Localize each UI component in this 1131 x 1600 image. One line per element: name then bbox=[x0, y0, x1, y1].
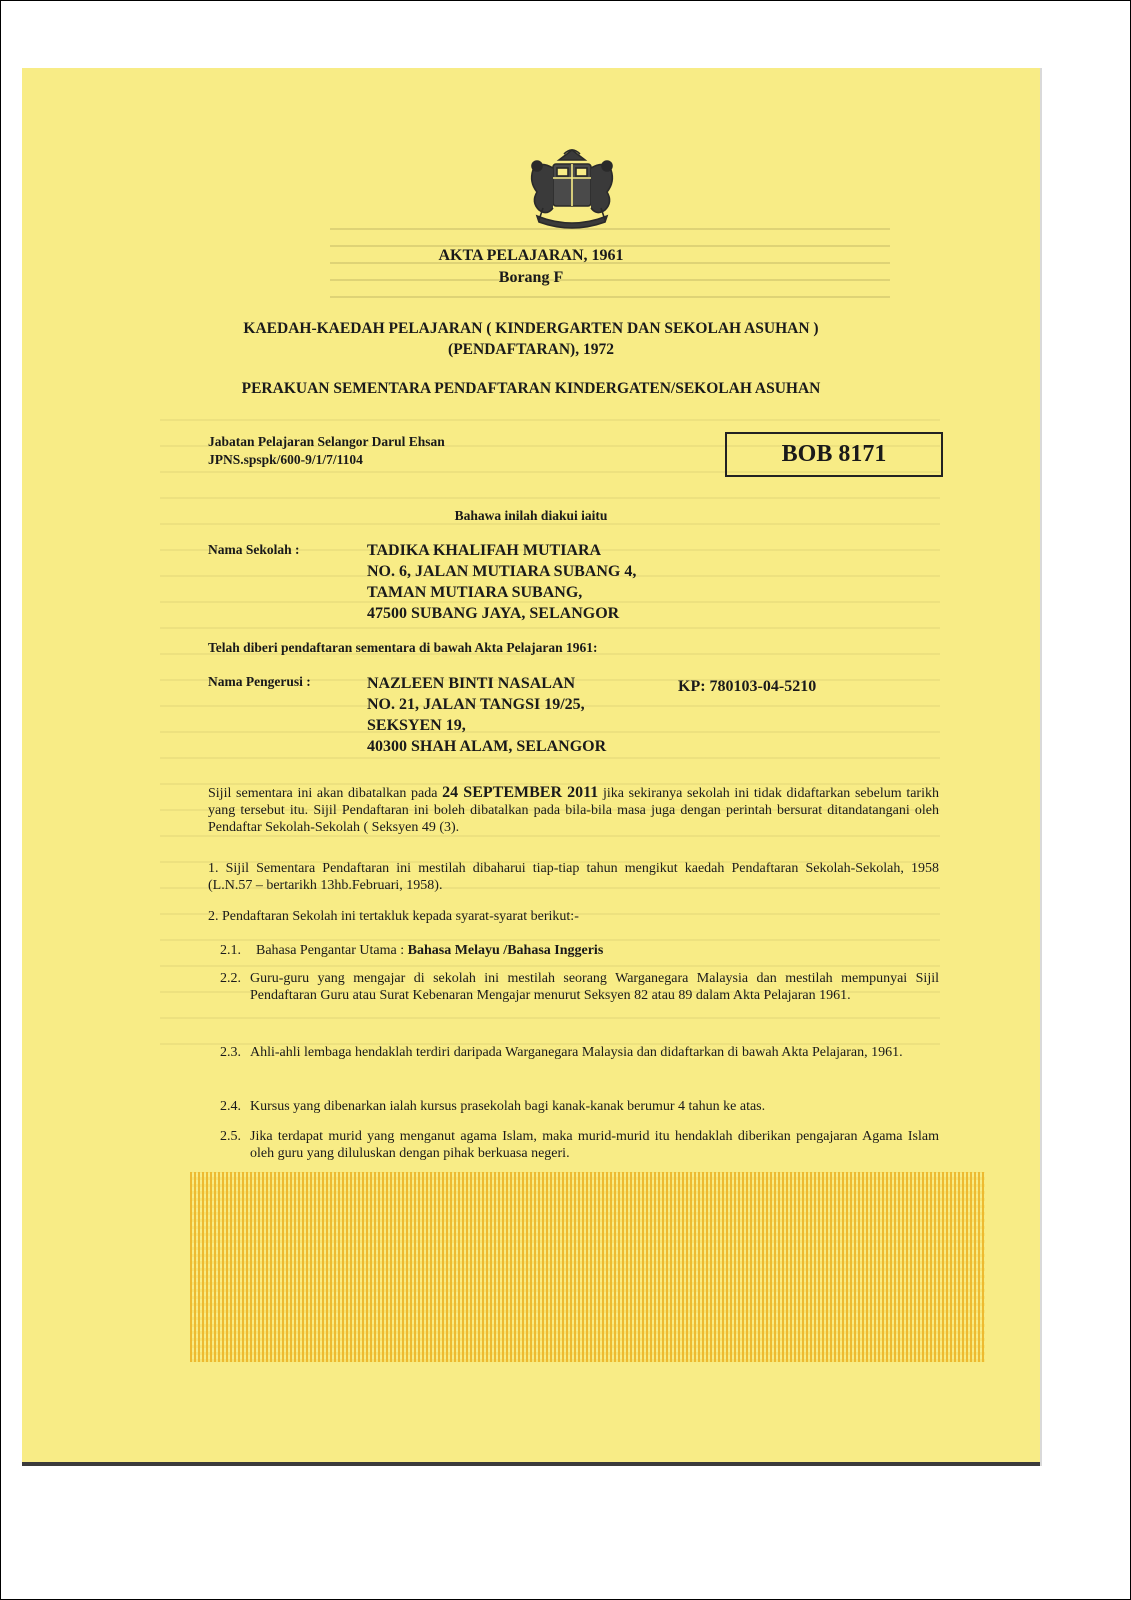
chairman-name: NAZLEEN BINTI NASALAN bbox=[367, 675, 576, 692]
clause-2-1-number: 2.1. bbox=[220, 943, 241, 958]
validity-text-after: jika sekiranya sekolah ini tidak didaftarkan sebelum tarikh yang tersebut itu. Sijil Pendaftaran ini boleh dibatalkan pada bila-bila masa juga dengan perintah bersurat ditandatangani oleh Pendaftar Sekolah-Sekolah ( Seksyen 49 (3). bbox=[208, 786, 939, 835]
clause-2: 2. Pendaftaran Sekolah ini tertakluk kepada syarat-syarat berikut:- bbox=[208, 909, 579, 924]
clause-2-2: Guru-guru yang mengajar di sekolah ini mestilah seorang Warganegara Malaysia dan mestilah mempunyai Sijil Pendaftaran Guru atau Surat Kebenaran Mengajar menurut Seksyen 82 atau 89 dalam Akta Pelajaran 1961. bbox=[250, 971, 939, 1003]
chairman-address-line-3: 40300 SHAH ALAM, SELANGOR bbox=[367, 738, 607, 755]
clause-2-4: Kursus yang dibenarkan ialah kursus prasekolah bagi kanak-kanak berumur 4 tahun ke atas. bbox=[250, 1099, 766, 1114]
page-shadow bbox=[1040, 68, 1042, 1466]
medium-of-instruction: Bahasa Melayu /Bahasa Inggeris bbox=[407, 943, 604, 958]
declaration-line: Bahawa inilah diakui iaitu bbox=[454, 508, 608, 523]
registration-number-box: BOB 8171 bbox=[725, 432, 943, 477]
school-name: TADIKA KHALIFAH MUTIARA bbox=[367, 542, 602, 559]
rules-title-line-2: (PENDAFTARAN), 1972 bbox=[448, 341, 614, 358]
malaysia-coat-of-arms-icon bbox=[517, 146, 627, 230]
expiry-date: 24 SEPTEMBER 2011 bbox=[442, 784, 599, 801]
clause-2-2-number: 2.2. bbox=[220, 971, 241, 986]
clause-2-5-number: 2.5. bbox=[220, 1129, 241, 1144]
issuing-department: Jabatan Pelajaran Selangor Darul Ehsan bbox=[208, 434, 445, 449]
school-address-line-3: 47500 SUBANG JAYA, SELANGOR bbox=[367, 605, 620, 622]
certificate-title: PERAKUAN SEMENTARA PENDAFTARAN KINDERGATEN/SEKOLAH ASUHAN bbox=[241, 380, 821, 397]
clause-2-1-text: Bahasa Pengantar Utama : bbox=[256, 943, 408, 958]
act-title: AKTA PELAJARAN, 1961 bbox=[438, 247, 624, 264]
clause-2-5: Jika terdapat murid yang menganut agama Islam, maka murid-murid itu hendaklah diberikan pengajaran Agama Islam oleh guru yang diluluskan dengan pihak berkuasa negeri. bbox=[250, 1129, 939, 1161]
clause-2-1 bbox=[256, 942, 939, 959]
clause-2-3-number: 2.3. bbox=[220, 1045, 241, 1060]
clause-2-4-number: 2.4. bbox=[220, 1099, 241, 1114]
validity-text-before: Sijil sementara ini akan dibatalkan pada bbox=[208, 786, 443, 801]
chairman-address-line-2: SEKSYEN 19, bbox=[367, 717, 466, 734]
chairman-address-line-1: NO. 21, JALAN TANGSI 19/25, bbox=[367, 696, 585, 713]
school-address-line-1: NO. 6, JALAN MUTIARA SUBANG 4, bbox=[367, 563, 637, 580]
registration-statement: Telah diberi pendaftaran sementara di bawah Akta Pelajaran 1961: bbox=[208, 640, 598, 655]
chairman-label: Nama Pengerusi : bbox=[208, 674, 311, 689]
page-bottom-edge bbox=[22, 1462, 1040, 1466]
school-address-line-2: TAMAN MUTIARA SUBANG, bbox=[367, 584, 583, 601]
form-title: Borang F bbox=[498, 269, 564, 286]
chairman-ic-number: KP: 780103-04-5210 bbox=[678, 678, 817, 695]
redacted-area bbox=[190, 1172, 985, 1362]
file-reference: JPNS.spspk/600-9/1/7/1104 bbox=[208, 452, 363, 467]
clause-2-3: Ahli-ahli lembaga hendaklah terdiri daripada Warganegara Malaysia dan didaftarkan di bawah Akta Pelajaran, 1961. bbox=[250, 1045, 903, 1060]
school-name-label: Nama Sekolah : bbox=[208, 542, 300, 557]
rules-title-line-1: KAEDAH-KAEDAH PELAJARAN ( KINDERGARTEN DAN SEKOLAH ASUHAN ) bbox=[243, 320, 819, 337]
clause-1: 1. Sijil Sementara Pendaftaran ini mestilah dibaharui tiap-tiap tahun mengikut kaedah Pendaftaran Sekolah-Sekolah, 1958 (L.N.57 – bertarikh 13hb.Februari, 1958). bbox=[208, 861, 939, 893]
validity-paragraph bbox=[208, 784, 939, 836]
